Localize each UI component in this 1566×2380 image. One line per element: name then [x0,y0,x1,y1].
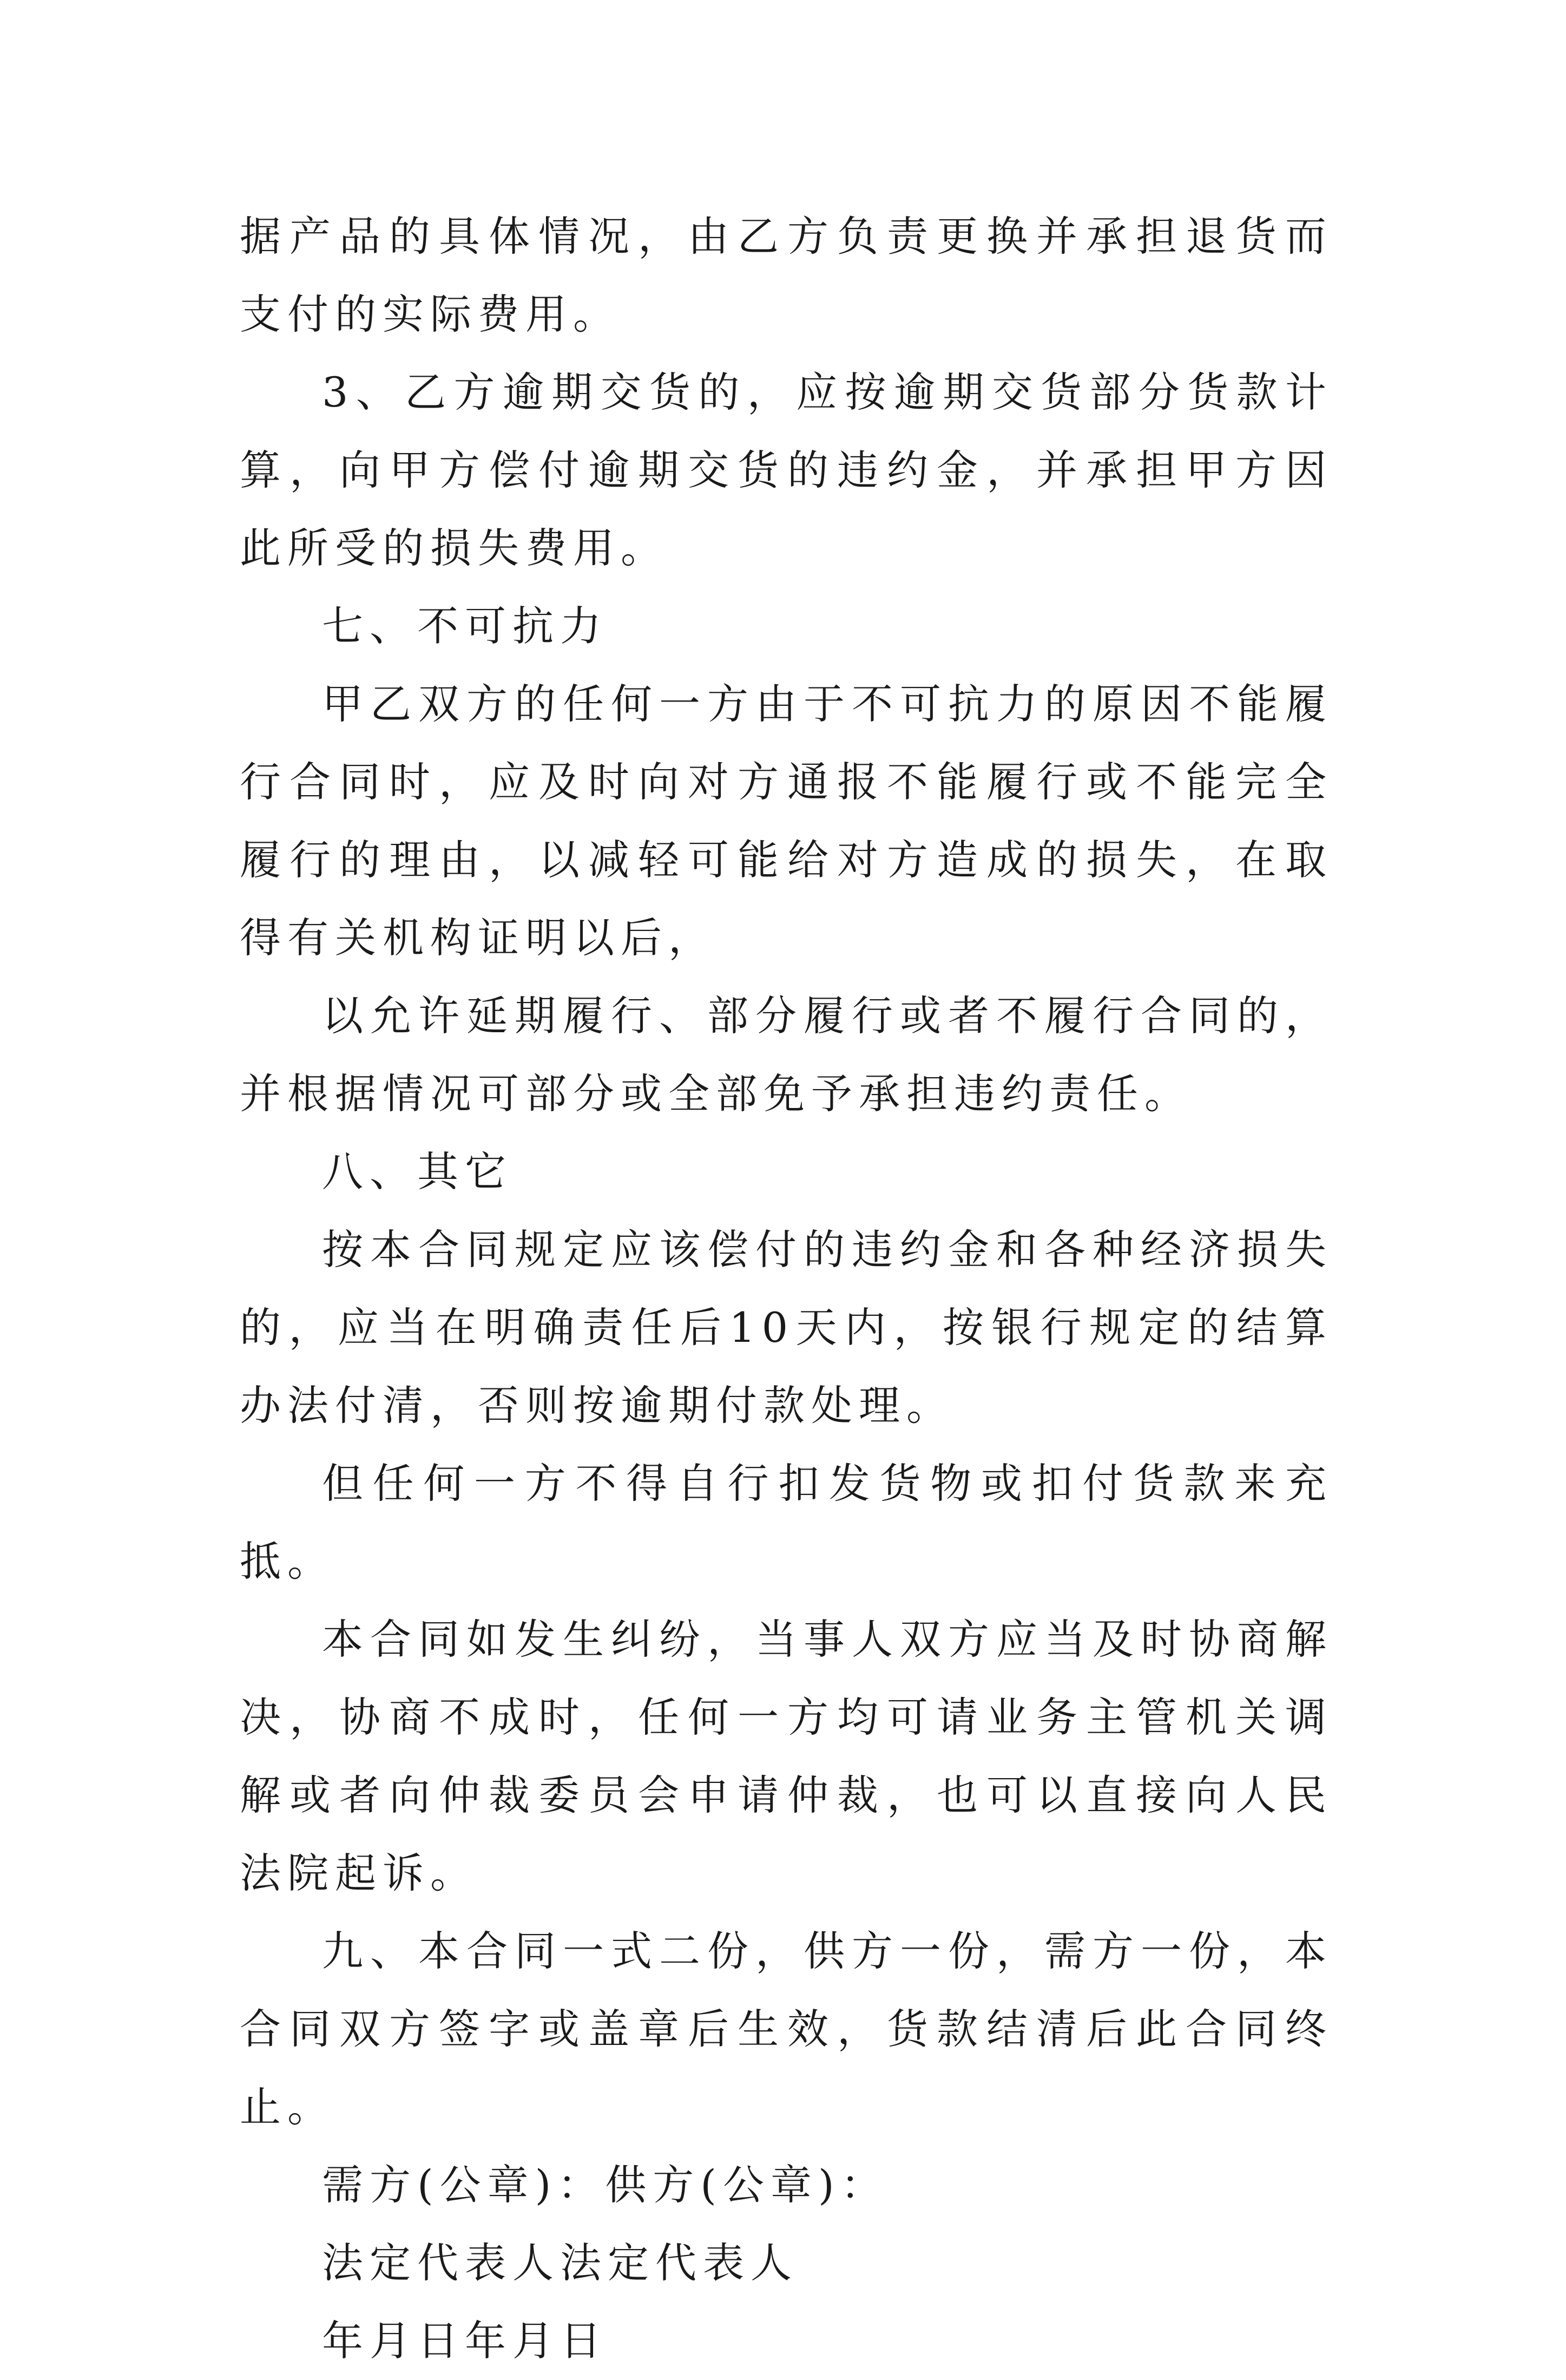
signature-dates: 年月日年月日 [322,2317,608,2365]
paragraph-force-majeure-cont: 以允许延期履行、部分履行或者不履行合同的，并根据情况可部分或全部免予承担违约责任。 [240,992,1333,1118]
paragraph-no-offset: 但任何一方不得自行扣发货物或扣付货款来充抵。 [240,1459,1333,1585]
paragraph-copies: 九、本合同一式二份，供方一份，需方一份，本合同双方签字或盖章后生效，货款结清后此合同终止。 [240,1927,1333,2131]
signature-seals: 需方(公章)：供方(公章)： [322,2161,889,2209]
section-heading-other: 八、其它 [322,1148,512,1196]
paragraph-penalty-payment: 按本合同规定应该偿付的违约金和各种经济损失的，应当在明确责任后10天内，按银行规定的结算办法付清，否则按逾期付款处理。 [240,1225,1333,1430]
signature-representatives: 法定代表人法定代表人 [322,2239,798,2287]
paragraph-dispute: 本合同如发生纠纷，当事人双方应当及时协商解决，协商不成时，任何一方均可请业务主管机关调解或者向仲裁委员会申请仲裁，也可以直接向人民法院起诉。 [240,1615,1333,1897]
section-heading-force-majeure: 七、不可抗力 [322,602,608,650]
paragraph-clause-3: 3、乙方逾期交货的，应按逾期交货部分货款计算，向甲方偿付逾期交货的违约金，并承担甲方因此所受的损失费用。 [240,368,1333,572]
paragraph-force-majeure: 甲乙双方的任何一方由于不可抗力的原因不能履行合同时，应及时向对方通报不能履行或不能完全履行的理由，以减轻可能给对方造成的损失，在取得有关机构证明以后， [240,680,1333,962]
document-body [240,198,1333,2380]
paragraph-continuation: 据产品的具体情况，由乙方负责更换并承担退货而支付的实际费用。 [240,212,1333,338]
